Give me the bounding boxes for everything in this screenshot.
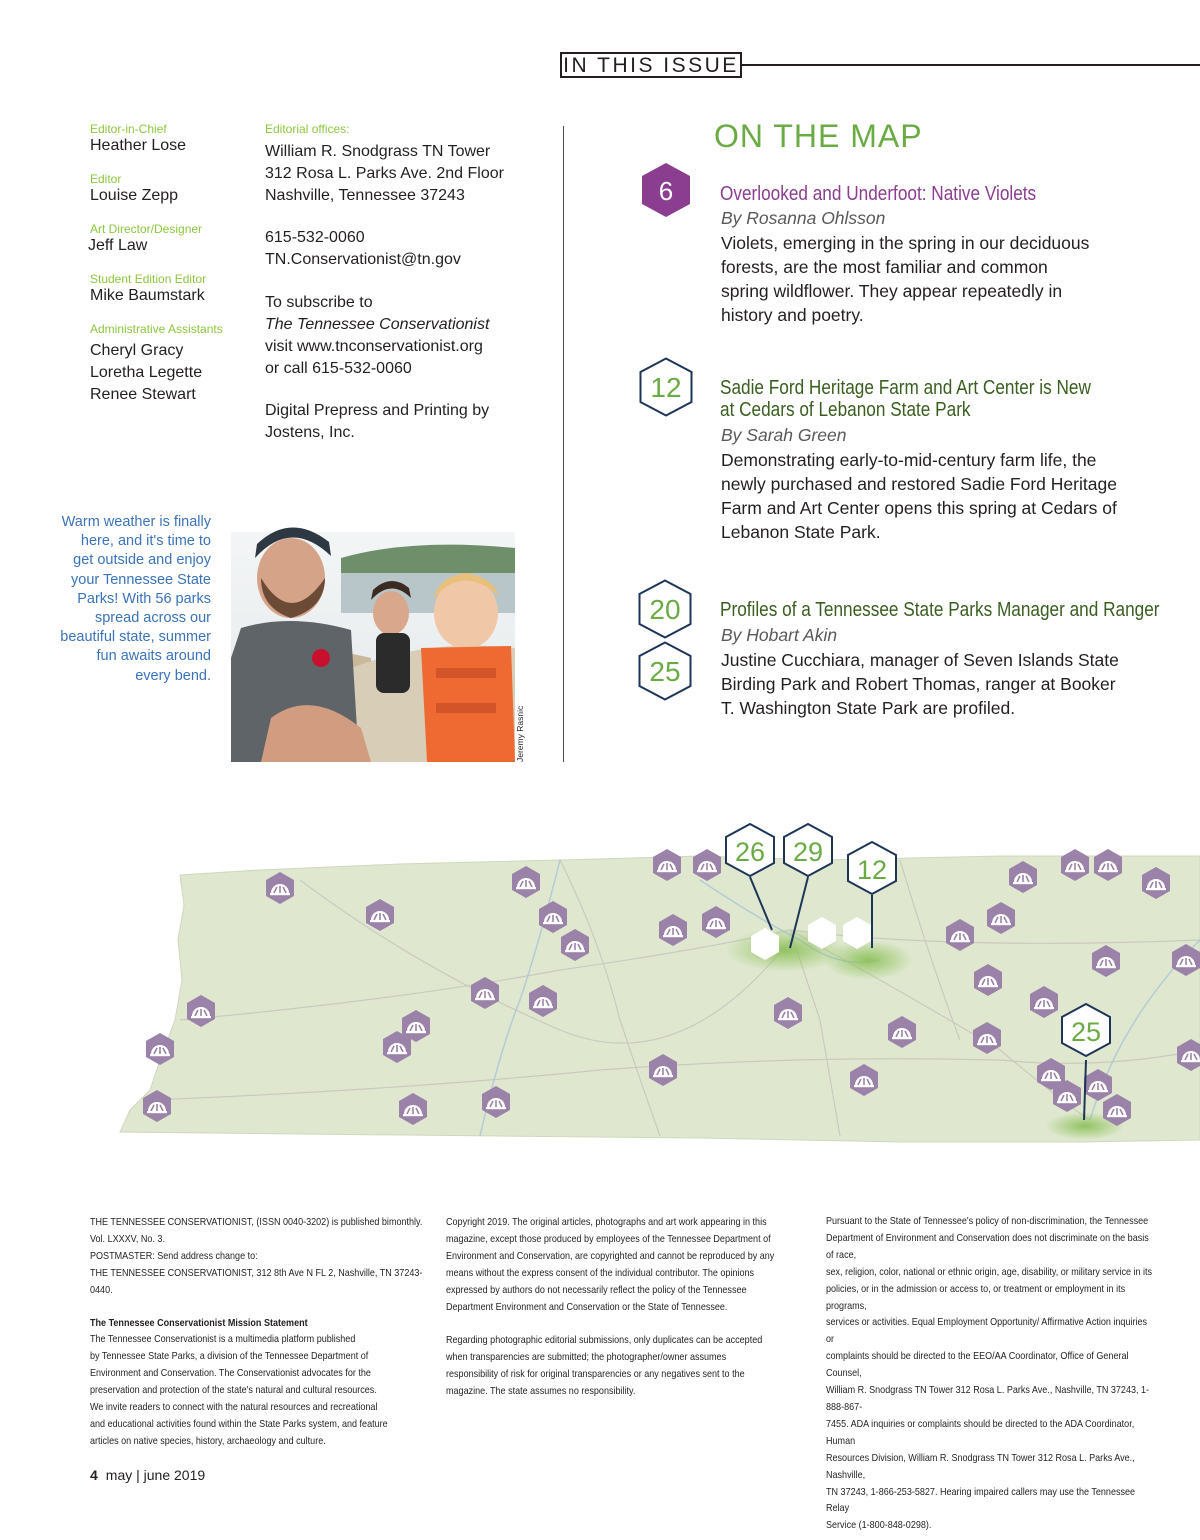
fine-line: Regarding photographic editorial submissions, only duplicates can be accepted — [446, 1334, 763, 1347]
fine-line: We invite readers to connect with the natural resources and recreational — [90, 1401, 378, 1414]
page-badge-outline — [638, 641, 692, 701]
article-blurb — [721, 448, 1141, 544]
printing-info — [265, 400, 489, 444]
fine-line: Pursuant to the State of Tennessee's policy of non-discrimination, the Tennessee — [826, 1215, 1149, 1227]
column-divider — [563, 126, 564, 762]
page-badge-outline — [638, 579, 692, 639]
masthead-student-editor — [90, 272, 206, 306]
fine-line: POSTMASTER: Send address change to: — [90, 1249, 258, 1262]
blurb-line: Justine Cucchiara, manager of Seven Islands State — [721, 650, 1119, 670]
fine-line: articles on native species, history, archaeology and culture. — [90, 1434, 326, 1447]
fine-line: TN 37243, 1-866-253-5827. Hearing impaired callers may use the Tennessee Relay — [826, 1485, 1136, 1515]
fine-line: and educational activities found within the State Parks system, and feature — [90, 1417, 388, 1430]
masthead-role: Art Director/Designer — [90, 222, 203, 236]
fine-line: THE TENNESSEE CONSERVATIONIST, (ISSN 0040-3202) is published bimonthly. — [90, 1216, 423, 1228]
folio — [90, 1467, 205, 1483]
fine-line: preservation and protection of the state's natural and cultural resources. — [90, 1384, 377, 1397]
article-byline: By Sarah Green — [721, 425, 847, 445]
fine-line: Resources Division, William R. Snodgrass TN Tower 312 Rosa L. Parks Ave., Nashville, — [826, 1451, 1135, 1481]
pin-label: 12 — [856, 855, 888, 885]
article-byline: By Rosanna Ohlsson — [721, 208, 886, 228]
pin-label: 29 — [792, 837, 824, 867]
tennessee-state-parks-map — [0, 820, 1200, 1160]
fine-line: Department Environment and Conservation or the State of Tennessee. — [446, 1300, 728, 1313]
masthead-name: Cheryl Gracy — [90, 342, 184, 359]
fine-line: magazine, except those produced by employees of the Tennessee Department of — [446, 1232, 771, 1245]
fine-line: policies, or in the admission or access to, or treatment or employment in its programs, — [826, 1282, 1126, 1312]
fine-line: expressed by authors do not necessarily reflect the policy of the Tennessee — [446, 1283, 747, 1296]
subscribe-line: or call 615-532-0060 — [265, 360, 412, 377]
pin-label: 25 — [1070, 1017, 1102, 1047]
phone: 615-532-0060 — [265, 229, 365, 246]
fine-line: means without the express consent of the individual contributor. The opinions — [446, 1266, 755, 1279]
publication-info — [90, 1214, 434, 1450]
blurb-line: Lebanon State Park. — [721, 522, 881, 542]
fine-line: 7455. ADA inquiries or complaints should be directed to the ADA Coordinator, Human — [826, 1417, 1135, 1447]
page-badge-outline — [639, 357, 693, 417]
fine-line: Copyright 2019. The original articles, photographs and art work appearing in this — [446, 1216, 767, 1228]
blurb-line: spring wildflower. They appear repeatedly in — [721, 281, 1063, 301]
page-badge-purple — [641, 162, 691, 218]
article-blurb — [721, 231, 1141, 327]
subscribe-line: visit www.tnconservationist.org — [265, 338, 483, 355]
article-title[interactable]: Overlooked and Underfoot: Native Violets — [720, 183, 1037, 205]
printing-line: Jostens, Inc. — [265, 424, 355, 441]
family-boat-photo — [231, 518, 515, 762]
subscribe-line: To subscribe to — [265, 294, 373, 311]
article-byline: By Hobart Akin — [721, 625, 838, 645]
masthead-name: Louise Zepp — [90, 187, 179, 204]
fine-line: magazine. The state assumes no responsibility. — [446, 1385, 636, 1398]
blurb-line: forests, are the most familiar and common — [721, 257, 1048, 277]
masthead-role: Student Edition Editor — [90, 272, 207, 286]
nondiscrimination-policy — [826, 1213, 1153, 1534]
masthead-name: Renee Stewart — [90, 386, 196, 403]
fine-line: Vol. LXXXV, No. 3. — [90, 1232, 165, 1245]
page-number: 20 — [649, 594, 681, 625]
fine-line: by Tennessee State Parks, a division of the Tennessee Department of — [90, 1350, 369, 1363]
address-line: Nashville, Tennessee 37243 — [265, 187, 465, 204]
masthead-name: Mike Baumstark — [90, 287, 205, 304]
masthead-name: Heather Lose — [90, 137, 187, 154]
fine-line: The Tennessee Conservationist is a multimedia platform published — [90, 1333, 356, 1346]
fine-line: William R. Snodgrass TN Tower 312 Rosa L. Parks Ave., Nashville, TN 37243, 1-888-867- — [826, 1384, 1150, 1413]
title-line: at Cedars of Lebanon State Park — [720, 399, 971, 421]
masthead-role: Editor-in-Chief — [90, 122, 167, 136]
fine-line: Environment and Conservation, are copyrighted and cannot be reproduced by any — [446, 1249, 775, 1262]
blurb-line: Farm and Art Center opens this spring at Cedars of — [721, 498, 1117, 518]
editorial-offices — [265, 122, 504, 207]
page-number: 4 — [90, 1467, 98, 1483]
header-rule — [742, 64, 1200, 66]
on-the-map-heading: ON THE MAP — [714, 118, 923, 154]
blurb-line: T. Washington State Park are profiled. — [721, 698, 1016, 718]
blurb-line: Violets, emerging in the spring in our deciduous — [721, 233, 1090, 253]
magazine-name: The Tennessee Conservationist — [265, 316, 490, 333]
masthead-name: Loretha Legette — [90, 364, 203, 381]
issue-date: may | june 2019 — [105, 1467, 206, 1483]
printing-line: Digital Prepress and Printing by — [265, 402, 490, 419]
article-title[interactable]: Profiles of a Tennessee State Parks Manager and Ranger — [720, 599, 1160, 621]
subscribe-info — [265, 292, 489, 380]
title-line: Sadie Ford Heritage Farm and Art Center is New — [720, 377, 1091, 399]
address-line: 312 Rosa L. Parks Ave. 2nd Floor — [265, 165, 504, 182]
photo-credit — [514, 700, 526, 762]
masthead-editor-in-chief — [90, 122, 186, 156]
page-number: 25 — [649, 656, 681, 687]
fine-line: Environment and Conservation. The Conservationist advocates for the — [90, 1367, 371, 1380]
fine-line: THE TENNESSEE CONSERVATIONIST, 312 8th Ave N FL 2, Nashville, TN 37243-0440. — [90, 1266, 423, 1296]
masthead-art-director — [90, 222, 202, 256]
blurb-line: history and poetry. — [721, 305, 864, 325]
blurb-line: newly purchased and restored Sadie Ford Heritage — [721, 474, 1117, 494]
pin-label: 26 — [734, 837, 766, 867]
masthead-name: Jeff Law — [88, 237, 148, 254]
masthead-role: Administrative Assistants — [90, 322, 223, 336]
blurb-line: Demonstrating early-to-mid-century farm life, the — [721, 450, 1097, 470]
contact-info — [265, 227, 461, 271]
article-title[interactable] — [720, 377, 1091, 421]
fine-line: Department of Environment and Conservation does not discriminate on the basis of race, — [826, 1231, 1149, 1261]
email: TN.Conservationist@tn.gov — [265, 251, 461, 268]
copyright-info — [446, 1214, 784, 1400]
fine-line: complaints should be directed to the EEO/AA Coordinator, Office of General Counsel, — [826, 1350, 1129, 1380]
masthead-editor — [90, 172, 178, 206]
blurb-line: Birding Park and Robert Thomas, ranger at Booker — [721, 674, 1116, 694]
page-number: 6 — [658, 176, 674, 206]
section-label: IN THIS ISSUE — [560, 52, 742, 78]
masthead-admin-assistants — [90, 322, 223, 406]
photo-credit-text: Jeremy Rasnic — [515, 705, 525, 762]
mission-title: The Tennessee Conservationist Mission Statement — [90, 1316, 308, 1329]
fine-line: when transparencies are submitted; the photographer/owner assumes — [446, 1351, 727, 1364]
fine-line: Service (1-800-848-0298). — [826, 1519, 932, 1532]
fine-line: sex, religion, color, national or ethnic origin, age, disability, or military service in its — [826, 1265, 1153, 1278]
address-line: William R. Snodgrass TN Tower — [265, 143, 491, 160]
side-quote: Warm weather is finally here, and it's time to get outside and enjoy your Tennessee State Parks! With 56 parks spread across our beautiful state, summer fun awaits around every bend. — [60, 514, 211, 684]
fine-line: responsibility of risk for original transparencies or any negatives sent to the — [446, 1368, 745, 1381]
fine-line: services or activities. Equal Employment Opportunity/ Affirmative Action inquiries or — [826, 1316, 1148, 1346]
masthead-role: Editor — [90, 172, 122, 186]
offices-label: Editorial offices: — [265, 122, 350, 136]
page-number: 12 — [650, 372, 682, 403]
article-blurb — [721, 648, 1141, 720]
